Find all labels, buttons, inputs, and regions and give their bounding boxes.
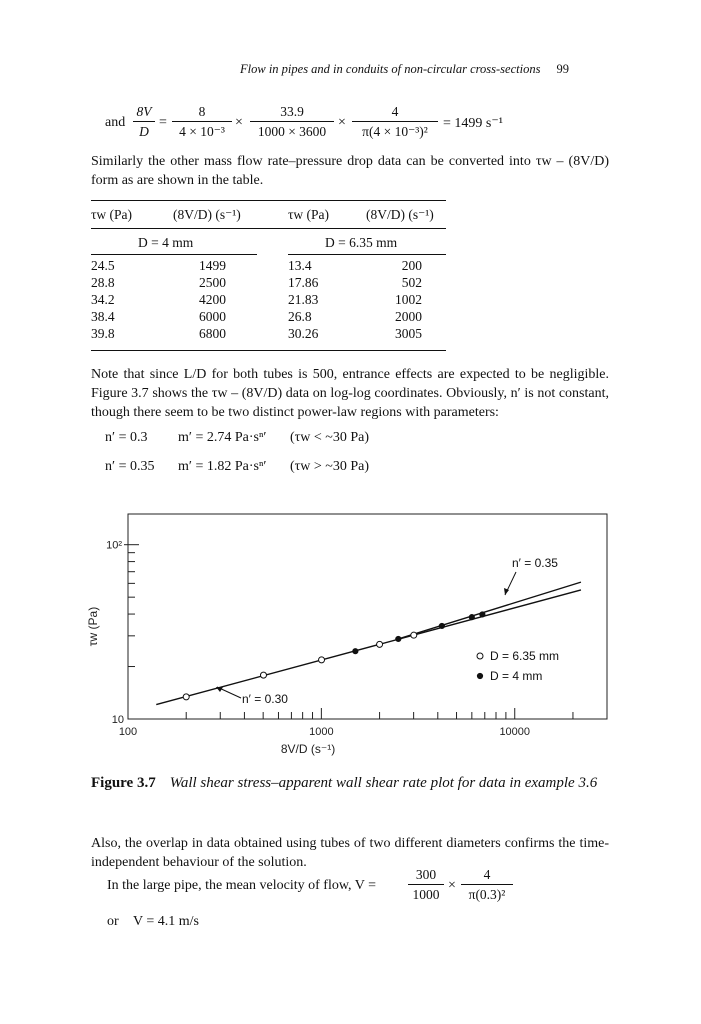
eq-f1-den: 4 × 10⁻³ — [179, 124, 225, 139]
param-n: n′ = 0.3 — [105, 430, 148, 445]
page-number: 99 — [556, 62, 569, 76]
table-cell: 21.83 — [288, 292, 319, 307]
table-cell: 502 — [401, 275, 422, 290]
table-cell: 2500 — [199, 275, 226, 290]
param-m: m′ = 1.82 Pa·sⁿ′ — [178, 459, 267, 474]
data-point-open — [411, 632, 417, 638]
legend-marker — [477, 673, 482, 678]
caption-text: Wall shear stress–apparent wall shear rate plot for data in example 3.6 — [169, 775, 598, 791]
eq2-f2-num: 4 — [483, 867, 491, 882]
eq3-expr: V = 4.1 m/s — [133, 914, 199, 929]
data-point-filled — [353, 649, 358, 654]
table-cell: 4200 — [199, 292, 226, 307]
table-cell: 24.5 — [91, 258, 115, 273]
eq-and: and — [105, 115, 126, 130]
data-point-open — [319, 657, 325, 663]
data-point-filled — [469, 615, 474, 620]
data-point-filled — [439, 623, 444, 628]
data-point-filled — [396, 636, 401, 641]
y-axis-label: τw (Pa) — [86, 606, 100, 647]
plot-frame — [128, 514, 607, 719]
table-header-cell: (8V/D) (s⁻¹) — [173, 207, 241, 222]
eq2-f2-den: π(0.3)² — [468, 887, 506, 902]
eq2-fraction-2 — [461, 867, 513, 903]
table-cell: 39.8 — [91, 326, 115, 341]
eq3-or: or — [107, 914, 119, 929]
y-tick-label: 10² — [106, 539, 122, 552]
legend-label: D = 6.35 mm — [490, 649, 560, 663]
eq2-f1-num: 300 — [415, 867, 437, 882]
param-n: n′ = 0.35 — [105, 459, 155, 474]
table-header-cell: (8V/D) (s⁻¹) — [366, 207, 434, 222]
eq-f3-num: 4 — [391, 104, 399, 119]
table-cell: 26.8 — [288, 309, 312, 324]
eq2-lead: In the large pipe, the mean velocity of flow, V = — [107, 878, 377, 893]
table-group-right: D = 6.35 mm — [325, 235, 398, 250]
table-cell: 38.4 — [91, 309, 115, 324]
eq-times-1: × — [235, 115, 243, 130]
eq-f1-num: 8 — [198, 104, 206, 119]
table-cell: 1002 — [395, 292, 422, 307]
caption-label: Figure 3.7 — [91, 775, 156, 791]
data-point-filled — [480, 612, 485, 617]
data-point-open — [183, 694, 189, 700]
figure-caption — [91, 773, 611, 793]
eq-f2-den: 1000 × 3600 — [257, 124, 327, 139]
param-range: (τw > ~30 Pa) — [290, 459, 370, 474]
table-cell: 13.4 — [288, 258, 312, 273]
annotation-n035: n′ = 0.35 — [512, 556, 558, 570]
paragraph-discussion: Note that since L/D for both tubes is 500, entrance effects are expected to be negligible. Figure 3.7 shows the τw – (8V/D) data on log-log coordinates. Obviously, n′ is not constant, though there seem to be two distinct power-law regions with parameters: — [91, 367, 609, 420]
table-header-cell: τw (Pa) — [91, 207, 133, 222]
y-tick-label: 10 — [111, 714, 124, 726]
table-group-left: D = 4 mm — [138, 235, 194, 250]
eq-equals: = — [159, 115, 167, 130]
x-tick-label: 10000 — [499, 726, 531, 738]
data-point-open — [377, 641, 383, 647]
eq-lhs-num: 8V — [136, 104, 152, 119]
table-cell: 17.86 — [288, 275, 319, 290]
table-cell: 34.2 — [91, 292, 115, 307]
legend-label: D = 4 mm — [490, 669, 543, 683]
eq-f2-num: 33.9 — [280, 104, 304, 119]
legend-marker — [477, 653, 483, 659]
param-m: m′ = 2.74 Pa·sⁿ′ — [178, 430, 267, 445]
table-cell: 6800 — [199, 326, 226, 341]
table-cell: 6000 — [199, 309, 226, 324]
paragraph-overlap: Also, the overlap in data obtained using tubes of two different diameters confirms the time-independent behaviour of the solution. — [91, 836, 609, 870]
eq-f3-den: π(4 × 10⁻³)² — [362, 124, 428, 139]
eq2-f1-den: 1000 — [412, 887, 440, 902]
table-cell: 30.26 — [288, 326, 319, 341]
table-cell: 2000 — [395, 309, 422, 324]
eq-times-2: × — [338, 115, 346, 130]
data-point-open — [260, 672, 266, 678]
table-cell: 1499 — [199, 258, 226, 273]
eq-result: = 1499 s⁻¹ — [443, 116, 503, 131]
x-axis-label: 8V/D (s⁻¹) — [280, 742, 336, 756]
eq-lhs-den: D — [139, 124, 149, 139]
table-header-cell: τw (Pa) — [288, 207, 330, 222]
table-cell: 28.8 — [91, 275, 115, 290]
table-cell: 3005 — [395, 326, 422, 341]
param-range: (τw < ~30 Pa) — [290, 430, 370, 445]
annotation-n030: n′ = 0.30 — [242, 692, 288, 706]
table-cell: 200 — [401, 258, 422, 273]
x-tick-label: 100 — [118, 726, 138, 738]
eq2-times: × — [448, 878, 456, 893]
paragraph-conversion: Similarly the other mass flow rate–pressure drop data can be converted into τw – (8V/D) form as are shown in the table. — [91, 154, 609, 188]
header-title: Flow in pipes and in conduits of non-circular cross-sections — [240, 62, 541, 76]
eq2-fraction-1 — [408, 867, 444, 903]
fit-line — [398, 582, 581, 639]
x-tick-label: 1000 — [309, 726, 334, 738]
